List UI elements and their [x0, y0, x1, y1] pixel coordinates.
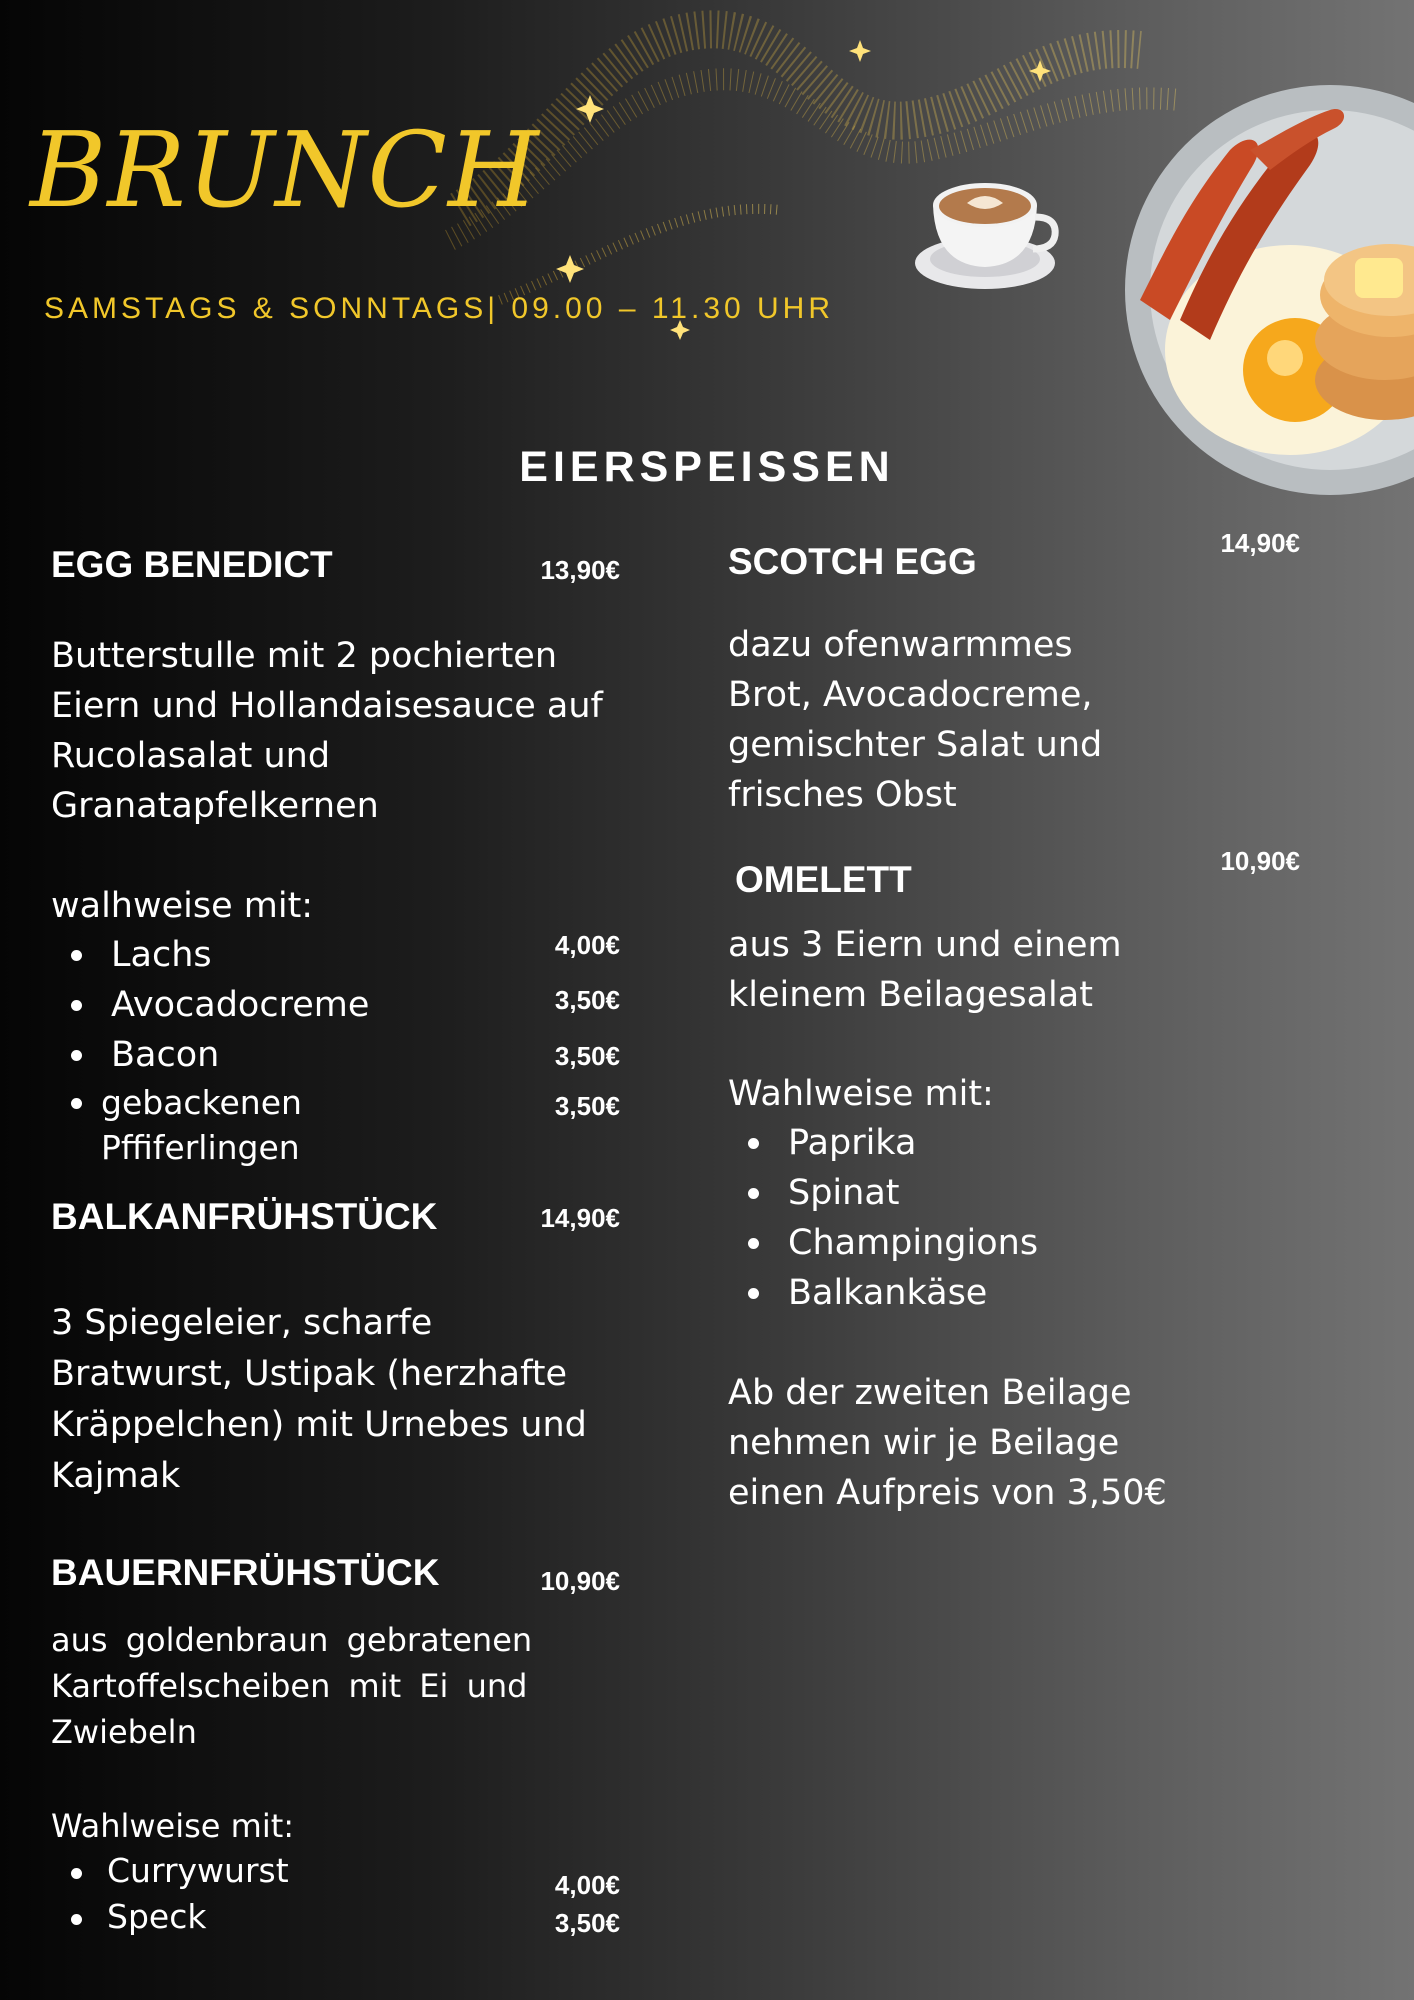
description-line: aus 3 Eiern und einem [728, 925, 1122, 965]
balkan-title: BALKANFRÜHSTÜCK [51, 1196, 438, 1237]
bauern-price: 10,90€ [540, 1566, 620, 1596]
egg-benedict-options-label: walhweise mit: [51, 886, 314, 926]
menu-title: BRUNCH [30, 109, 540, 231]
egg-benedict-options-list [51, 930, 381, 1170]
description-line: Kartoffelscheiben mit Ei und [51, 1667, 528, 1705]
scotch-egg-title: SCOTCH EGG [728, 541, 977, 582]
note-line: einen Aufpreis von 3,50€ [728, 1473, 1167, 1513]
description-line: Granatapfelkernen [51, 786, 379, 826]
note-line: nehmen wir je Beilage [728, 1423, 1120, 1463]
coffee-cup-illustration [905, 165, 1065, 295]
description-line: dazu ofenwarmmes [728, 625, 1073, 665]
option-price: 3,50€ [554, 1908, 620, 1938]
description-line: Eiern und Hollandaisesauce auf [51, 686, 603, 726]
description-line: kleinem Beilagesalat [728, 975, 1093, 1015]
list-item: Avocadocreme [51, 980, 381, 1030]
list-item: Bacon [51, 1030, 381, 1080]
omelett-description [728, 920, 1228, 1020]
list-item: Spinat [728, 1168, 1128, 1218]
opening-hours: SAMSTAGS & SONNTAGS| 09.00 – 11.30 UHR [44, 292, 835, 325]
description-line: Brot, Avocadocreme, [728, 675, 1093, 715]
description-line: Kräppelchen) mit Urnebes und [51, 1405, 587, 1445]
breakfast-plate-illustration [1100, 80, 1414, 500]
option-price: 3,50€ [554, 985, 620, 1015]
list-item: Balkankäse [728, 1268, 1128, 1318]
omelett-options-label: Wahlweise mit: [728, 1074, 994, 1114]
list-item: Champingions [728, 1218, 1128, 1268]
description-line: 3 Spiegeleier, scharfe [51, 1303, 433, 1343]
description-line: Zwiebeln [51, 1713, 197, 1751]
egg-benedict-price: 13,90€ [540, 555, 620, 585]
balkan-price: 14,90€ [540, 1203, 620, 1233]
glitter-swirl-decoration [440, 0, 1200, 340]
list-item: Currywurst [51, 1848, 351, 1894]
bauern-title: BAUERNFRÜHSTÜCK [51, 1552, 440, 1593]
bauern-options-label: Wahlweise mit: [51, 1807, 295, 1845]
description-line: Kajmak [51, 1456, 181, 1496]
omelett-price: 10,90€ [1220, 846, 1300, 876]
bauern-description [51, 1617, 551, 1755]
omelett-options-list [728, 1118, 1128, 1318]
option-price: 4,00€ [554, 1870, 620, 1900]
section-title-text: EIERSPEISSEN [519, 443, 895, 491]
list-item: Paprika [728, 1118, 1128, 1168]
description-line: Bratwurst, Ustipak (herzhafte [51, 1354, 568, 1394]
description-line: Rucolasalat und [51, 736, 331, 776]
note-line: Ab der zweiten Beilage [728, 1373, 1132, 1413]
list-item: Speck [51, 1894, 351, 1940]
option-price: 3,50€ [554, 1041, 620, 1071]
omelett-surcharge-note [728, 1368, 1288, 1518]
list-item: Lachs [51, 930, 381, 980]
egg-benedict-title: EGG BENEDICT [51, 544, 333, 585]
bauern-options-list [51, 1848, 351, 1940]
scotch-egg-description [728, 620, 1228, 820]
scotch-egg-price: 14,90€ [1220, 528, 1300, 558]
list-item [51, 1080, 361, 1170]
option-price: 4,00€ [554, 930, 620, 960]
description-line: gemischter Salat und [728, 725, 1103, 765]
description-line: frisches Obst [728, 775, 957, 815]
egg-benedict-description [51, 631, 651, 831]
list-item-text: gebackenen Pffiferlingen [101, 1083, 302, 1167]
description-line: Butterstulle mit 2 pochierten [51, 636, 558, 676]
balkan-description [51, 1298, 671, 1502]
section-title [0, 443, 1414, 492]
option-price: 3,50€ [554, 1091, 620, 1121]
omelett-title: OMELETT [735, 859, 912, 900]
description-line: aus goldenbraun gebratenen [51, 1621, 533, 1659]
